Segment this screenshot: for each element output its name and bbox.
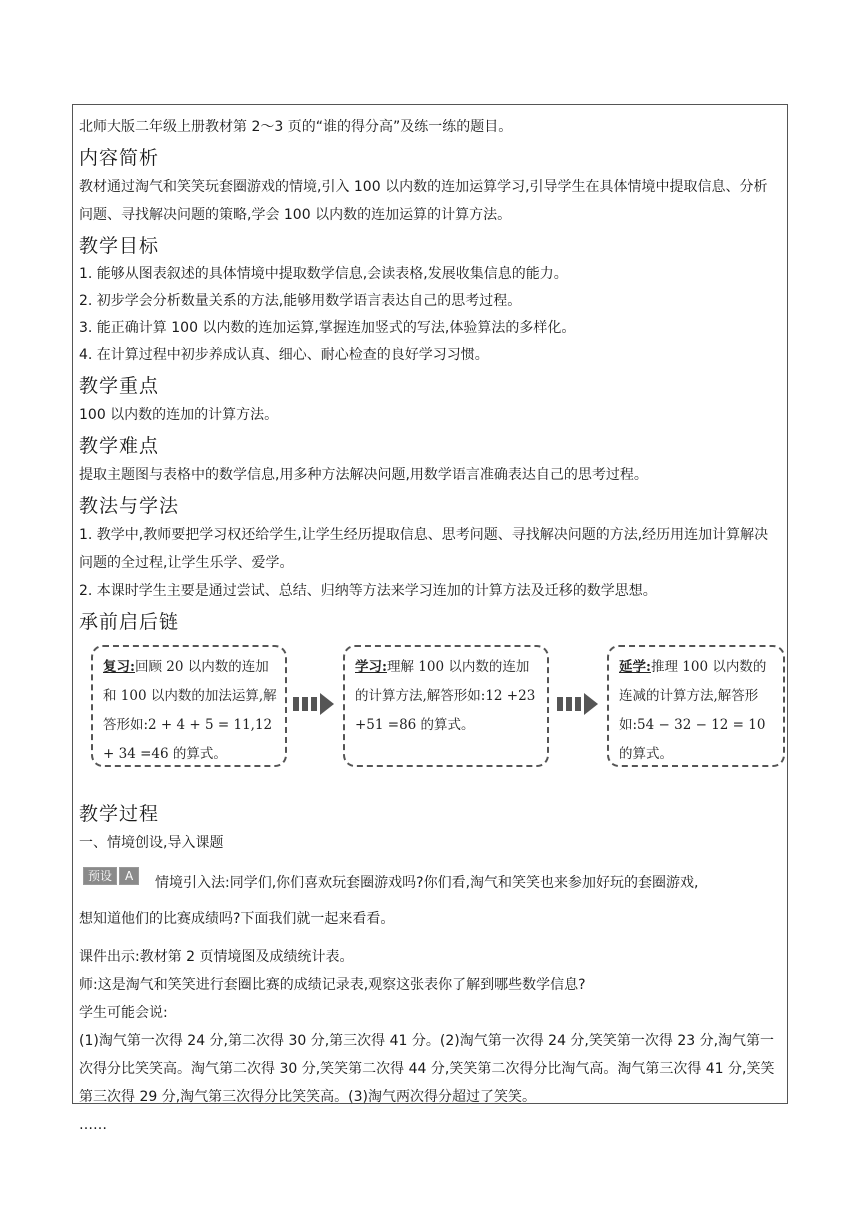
learn-text: 理解 100 以内数的连加的计算方法,解答形如:12 +23 +51 =86 的算式。 [355, 659, 536, 733]
answers-text: (1)淘气第一次得 24 分,第二次得 30 分,第三次得 41 分。(2)淘气第一次得 24 分,笑笑第一次得 23 分,淘气第一次得分比笑笑高。淘气第二次得 30 分,笑笑第二次得 44 分,笑笑第二次得分比淘气高。淘气第三次得 41 分,笑笑第三次得 29 分,淘气第三次得分比笑笑高。(3)淘气两次得分超过了笑笑。 [79, 1033, 775, 1105]
teacher-text: 师:这是淘气和笑笑进行套圈比赛的成绩记录表,观察这张表你了解到哪些数学信息? [79, 977, 586, 993]
extend-text: 推理 100 以内数的连减的计算方法,解答形如:54 − 32 − 12 = 10 的算式。 [619, 659, 767, 762]
heading-key-points: 教学重点 [79, 375, 160, 397]
preset-text: 情境引入法:同学们,你们喜欢玩套圈游戏吗?你们看,淘气和笑笑也来参加好玩的套圈游戏, [155, 875, 699, 891]
extend-tag: 延学: [619, 659, 651, 675]
heading-process: 教学过程 [79, 803, 160, 825]
learn-tag: 学习: [355, 659, 387, 675]
goal-item: 1. 能够从图表叙述的具体情境中提取数学信息,会读表格,发展收集信息的能力。 [79, 266, 568, 282]
heading-difficulty: 教学难点 [79, 435, 160, 457]
difficulty-text: 提取主题图与表格中的数学信息,用多种方法解决问题,用数学语言准确表达自己的思考过程。 [79, 467, 648, 483]
key-text: 100 以内数的连加的计算方法。 [79, 407, 279, 423]
review-box [91, 645, 287, 767]
arrow-icon [293, 693, 334, 715]
preset-text-continued: 想知道他们的比赛成绩吗?下面我们就一起来看看。 [79, 911, 395, 927]
content-frame [72, 104, 788, 1133]
preset-badge: 预设 A [83, 865, 139, 885]
arrow-icon [557, 693, 598, 715]
goal-item: 4. 在计算过程中初步养成认真、细心、耐心检查的良好学习习惯。 [79, 347, 489, 363]
intro-text: 北师大版二年级上册教材第 2～3 页的“谁的得分高”及练一练的题目。 [79, 119, 513, 135]
goal-item: 3. 能正确计算 100 以内数的连加运算,掌握连加竖式的写法,体验算法的多样化。 [79, 320, 576, 336]
heading-chain: 承前启后链 [79, 611, 180, 633]
heading-goals: 教学目标 [79, 235, 160, 257]
content-body [79, 113, 781, 1139]
heading-content: 内容简析 [79, 147, 160, 169]
ellipsis-text: …… [79, 1117, 107, 1133]
content-text: 教材通过淘气和笑笑玩套圈游戏的情境,引入 100 以内数的连加运算学习,引导学生在具体情境中提取信息、分析问题、寻找解决问题的策略,学会 100 以内数的连加运算的计算方法。 [79, 179, 768, 223]
preset-row [79, 863, 781, 901]
students-may-text: 学生可能会说: [79, 1005, 168, 1021]
review-tag: 复习: [103, 659, 135, 675]
courseware-text: 课件出示:教材第 2 页情境图及成绩统计表。 [79, 949, 354, 965]
method-item: 1. 教学中,教师要把学习权还给学生,让学生经历提取信息、思考问题、寻找解决问题的方法,经历用连加计算解决问题的全过程,让学生乐学、爱学。 [79, 527, 769, 571]
learn-box [343, 645, 549, 767]
learning-chain [79, 645, 781, 787]
extend-box [607, 645, 785, 767]
goal-item: 2. 初步学会分析数量关系的方法,能够用数学语言表达自己的思考过程。 [79, 293, 522, 309]
step-title: 一、情境创设,导入课题 [79, 835, 224, 851]
heading-methods: 教法与学法 [79, 495, 180, 517]
review-text: 回顾 20 以内数的连加和 100 以内数的加法运算,解答形如:2 + 4 + 5 = 11,12 + 34 =46 的算式。 [103, 659, 277, 762]
method-item: 2. 本课时学生主要是通过尝试、总结、归纳等方法来学习连加的计算方法及迁移的数学思想。 [79, 583, 657, 599]
